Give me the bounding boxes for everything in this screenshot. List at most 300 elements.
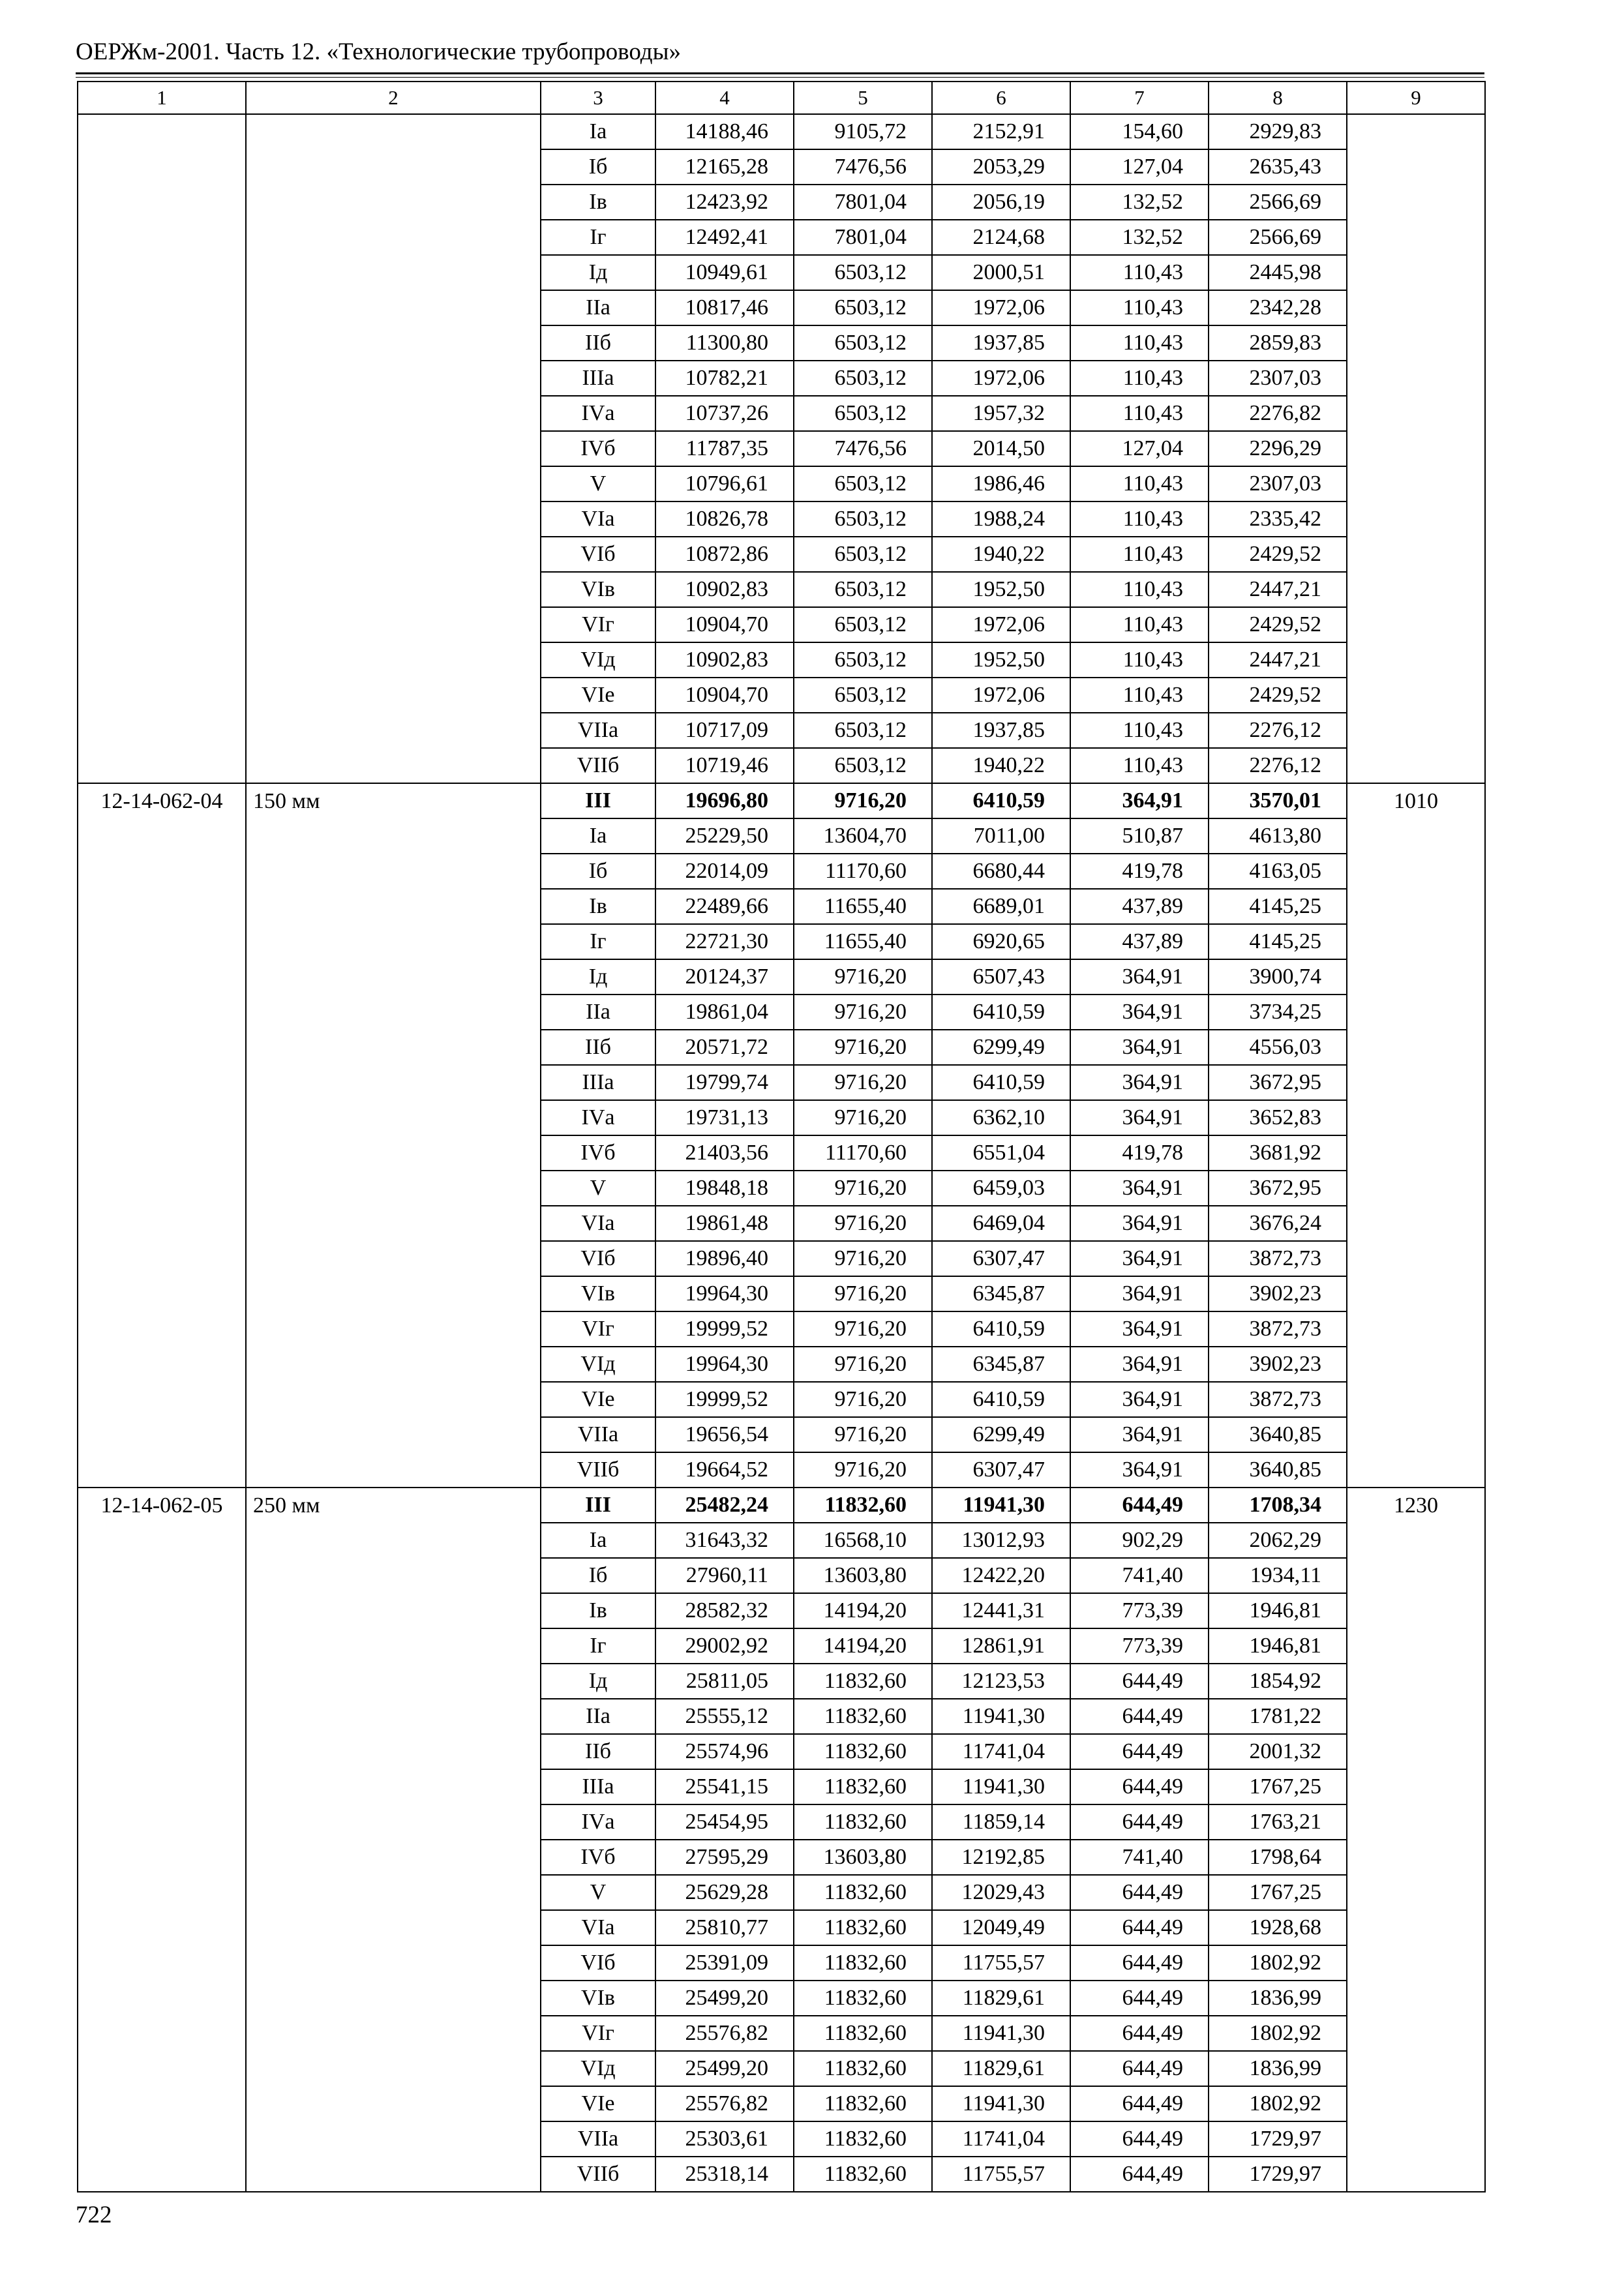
zone-cell: Iв <box>541 889 655 924</box>
col9-cell: 1230 <box>1347 1488 1485 2192</box>
value-cell-c4: 11300,80 <box>655 325 794 361</box>
value-cell-c5: 11832,60 <box>794 2121 932 2157</box>
col9-cell: 1010 <box>1347 783 1485 1488</box>
value-cell-c4: 19964,30 <box>655 1276 794 1311</box>
value-cell-c8: 1928,68 <box>1209 1910 1347 1945</box>
value-cell-c4: 25229,50 <box>655 818 794 854</box>
zone-cell: Ia <box>541 818 655 854</box>
value-cell-c8: 1946,81 <box>1209 1593 1347 1628</box>
value-cell-c7: 110,43 <box>1070 290 1209 325</box>
value-cell-c6: 2124,68 <box>932 220 1070 255</box>
value-cell-c4: 19799,74 <box>655 1065 794 1100</box>
col9-cell <box>1347 114 1485 783</box>
value-cell-c7: 132,52 <box>1070 220 1209 255</box>
zone-cell: VIв <box>541 1276 655 1311</box>
value-cell-c5: 11655,40 <box>794 924 932 959</box>
value-cell-c5: 11832,60 <box>794 1804 932 1840</box>
value-cell-c5: 9716,20 <box>794 1171 932 1206</box>
zone-cell: VIб <box>541 1241 655 1276</box>
value-cell-c7: 364,91 <box>1070 1452 1209 1488</box>
value-cell-c4: 19861,04 <box>655 995 794 1030</box>
zone-cell: VIIа <box>541 1417 655 1452</box>
value-cell-c7: 644,49 <box>1070 1875 1209 1910</box>
value-cell-c8: 2276,12 <box>1209 748 1347 783</box>
zone-cell: IIIа <box>541 1769 655 1804</box>
value-cell-c6: 11755,57 <box>932 1945 1070 1981</box>
value-cell-c8: 1708,34 <box>1209 1488 1347 1523</box>
value-cell-c6: 1937,85 <box>932 713 1070 748</box>
column-number: 7 <box>1070 82 1209 114</box>
value-cell-c5: 11832,60 <box>794 1699 932 1734</box>
value-cell-c6: 11941,30 <box>932 1769 1070 1804</box>
value-cell-c7: 644,49 <box>1070 1699 1209 1734</box>
value-cell-c6: 6920,65 <box>932 924 1070 959</box>
zone-cell: VIе <box>541 2086 655 2121</box>
value-cell-c8: 1802,92 <box>1209 2016 1347 2051</box>
value-cell-c6: 2000,51 <box>932 255 1070 290</box>
value-cell-c4: 25574,96 <box>655 1734 794 1769</box>
value-cell-c5: 7801,04 <box>794 185 932 220</box>
value-cell-c4: 10826,78 <box>655 501 794 537</box>
value-cell-c5: 14194,20 <box>794 1628 932 1664</box>
value-cell-c7: 110,43 <box>1070 607 1209 642</box>
item-code-cell <box>78 114 246 783</box>
value-cell-c8: 2276,12 <box>1209 713 1347 748</box>
value-cell-c4: 20571,72 <box>655 1030 794 1065</box>
value-cell-c8: 2429,52 <box>1209 537 1347 572</box>
value-cell-c8: 4163,05 <box>1209 854 1347 889</box>
zone-cell: IIIа <box>541 361 655 396</box>
value-cell-c5: 6503,12 <box>794 501 932 537</box>
zone-cell: Iд <box>541 255 655 290</box>
pipe-size-cell: 150 мм <box>246 783 541 1488</box>
column-number: 4 <box>655 82 794 114</box>
value-cell-c4: 31643,32 <box>655 1523 794 1558</box>
value-cell-c6: 6459,03 <box>932 1171 1070 1206</box>
value-cell-c6: 1937,85 <box>932 325 1070 361</box>
value-cell-c8: 1946,81 <box>1209 1628 1347 1664</box>
value-cell-c5: 11832,60 <box>794 1488 932 1523</box>
value-cell-c6: 7011,00 <box>932 818 1070 854</box>
value-cell-c7: 110,43 <box>1070 748 1209 783</box>
zone-cell: IVа <box>541 1804 655 1840</box>
value-cell-c7: 364,91 <box>1070 995 1209 1030</box>
value-cell-c7: 364,91 <box>1070 1382 1209 1417</box>
value-cell-c5: 13604,70 <box>794 818 932 854</box>
value-cell-c7: 110,43 <box>1070 325 1209 361</box>
value-cell-c7: 741,40 <box>1070 1840 1209 1875</box>
value-cell-c8: 2566,69 <box>1209 185 1347 220</box>
value-cell-c8: 3640,85 <box>1209 1417 1347 1452</box>
value-cell-c4: 25499,20 <box>655 1981 794 2016</box>
value-cell-c4: 22014,09 <box>655 854 794 889</box>
value-cell-c5: 11832,60 <box>794 2157 932 2192</box>
value-cell-c6: 2056,19 <box>932 185 1070 220</box>
value-cell-c4: 10872,86 <box>655 537 794 572</box>
value-cell-c8: 4145,25 <box>1209 889 1347 924</box>
value-cell-c5: 6503,12 <box>794 642 932 678</box>
value-cell-c4: 28582,32 <box>655 1593 794 1628</box>
value-cell-c7: 110,43 <box>1070 396 1209 431</box>
value-cell-c4: 19999,52 <box>655 1382 794 1417</box>
value-cell-c4: 25576,82 <box>655 2016 794 2051</box>
zone-cell: Iг <box>541 924 655 959</box>
value-cell-c8: 1767,25 <box>1209 1875 1347 1910</box>
value-cell-c5: 7476,56 <box>794 149 932 185</box>
value-cell-c6: 1940,22 <box>932 748 1070 783</box>
value-cell-c7: 644,49 <box>1070 1945 1209 1981</box>
value-cell-c5: 9716,20 <box>794 1311 932 1347</box>
value-cell-c4: 19656,54 <box>655 1417 794 1452</box>
zone-cell: III <box>541 1488 655 1523</box>
value-cell-c4: 10717,09 <box>655 713 794 748</box>
value-cell-c6: 6345,87 <box>932 1276 1070 1311</box>
value-cell-c4: 14188,46 <box>655 114 794 149</box>
value-cell-c4: 10817,46 <box>655 290 794 325</box>
value-cell-c5: 11170,60 <box>794 854 932 889</box>
value-cell-c4: 25541,15 <box>655 1769 794 1804</box>
value-cell-c5: 11832,60 <box>794 2086 932 2121</box>
value-cell-c6: 13012,93 <box>932 1523 1070 1558</box>
value-cell-c5: 7801,04 <box>794 220 932 255</box>
value-cell-c4: 10949,61 <box>655 255 794 290</box>
value-cell-c4: 25810,77 <box>655 1910 794 1945</box>
zone-cell: VIг <box>541 2016 655 2051</box>
value-cell-c7: 437,89 <box>1070 889 1209 924</box>
value-cell-c6: 2152,91 <box>932 114 1070 149</box>
value-cell-c5: 9716,20 <box>794 1382 932 1417</box>
value-cell-c4: 25576,82 <box>655 2086 794 2121</box>
value-cell-c5: 9105,72 <box>794 114 932 149</box>
value-cell-c7: 364,91 <box>1070 1171 1209 1206</box>
value-cell-c6: 1972,06 <box>932 361 1070 396</box>
zone-cell: Iд <box>541 1664 655 1699</box>
pipe-size-cell: 250 мм <box>246 1488 541 2192</box>
value-cell-c7: 110,43 <box>1070 713 1209 748</box>
value-cell-c6: 1940,22 <box>932 537 1070 572</box>
value-cell-c6: 11941,30 <box>932 2016 1070 2051</box>
value-cell-c5: 6503,12 <box>794 255 932 290</box>
value-cell-c5: 9716,20 <box>794 1241 932 1276</box>
value-cell-c4: 25555,12 <box>655 1699 794 1734</box>
value-cell-c8: 2859,83 <box>1209 325 1347 361</box>
value-cell-c8: 2307,03 <box>1209 361 1347 396</box>
column-number: 9 <box>1347 82 1485 114</box>
value-cell-c7: 644,49 <box>1070 2157 1209 2192</box>
value-cell-c8: 1854,92 <box>1209 1664 1347 1699</box>
value-cell-c8: 2276,82 <box>1209 396 1347 431</box>
value-cell-c5: 11832,60 <box>794 2016 932 2051</box>
zone-cell: VIе <box>541 678 655 713</box>
header-rule-thin <box>76 77 1484 78</box>
value-cell-c6: 11941,30 <box>932 1488 1070 1523</box>
value-cell-c6: 1952,50 <box>932 642 1070 678</box>
value-cell-c4: 12423,92 <box>655 185 794 220</box>
value-cell-c4: 19896,40 <box>655 1241 794 1276</box>
value-cell-c7: 110,43 <box>1070 642 1209 678</box>
zone-cell: IIа <box>541 995 655 1030</box>
value-cell-c5: 11832,60 <box>794 1734 932 1769</box>
value-cell-c4: 25499,20 <box>655 2051 794 2086</box>
value-cell-c8: 2342,28 <box>1209 290 1347 325</box>
value-cell-c5: 9716,20 <box>794 1206 932 1241</box>
value-cell-c4: 19848,18 <box>655 1171 794 1206</box>
value-cell-c4: 10904,70 <box>655 678 794 713</box>
value-cell-c7: 110,43 <box>1070 537 1209 572</box>
value-cell-c5: 9716,20 <box>794 1417 932 1452</box>
value-cell-c6: 2053,29 <box>932 149 1070 185</box>
value-cell-c6: 11755,57 <box>932 2157 1070 2192</box>
value-cell-c6: 6680,44 <box>932 854 1070 889</box>
value-cell-c8: 4145,25 <box>1209 924 1347 959</box>
value-cell-c6: 1957,32 <box>932 396 1070 431</box>
value-cell-c8: 3640,85 <box>1209 1452 1347 1488</box>
value-cell-c6: 6410,59 <box>932 1311 1070 1347</box>
value-cell-c6: 6551,04 <box>932 1135 1070 1171</box>
value-cell-c5: 9716,20 <box>794 1347 932 1382</box>
value-cell-c4: 19861,48 <box>655 1206 794 1241</box>
value-cell-c6: 12049,49 <box>932 1910 1070 1945</box>
zone-cell: V <box>541 466 655 501</box>
value-cell-c4: 19999,52 <box>655 1311 794 1347</box>
value-cell-c4: 10902,83 <box>655 572 794 607</box>
value-cell-c7: 110,43 <box>1070 501 1209 537</box>
zone-cell: III <box>541 783 655 818</box>
header-rule-thick <box>76 72 1484 74</box>
zone-cell: IIIа <box>541 1065 655 1100</box>
value-cell-c8: 2429,52 <box>1209 607 1347 642</box>
value-cell-c6: 6299,49 <box>932 1030 1070 1065</box>
value-cell-c8: 1729,97 <box>1209 2121 1347 2157</box>
value-cell-c5: 11832,60 <box>794 2051 932 2086</box>
value-cell-c4: 25454,95 <box>655 1804 794 1840</box>
value-cell-c8: 3681,92 <box>1209 1135 1347 1171</box>
value-cell-c8: 4556,03 <box>1209 1030 1347 1065</box>
value-cell-c5: 6503,12 <box>794 466 932 501</box>
value-cell-c8: 2566,69 <box>1209 220 1347 255</box>
zone-cell: VIб <box>541 537 655 572</box>
value-cell-c5: 6503,12 <box>794 713 932 748</box>
value-cell-c7: 132,52 <box>1070 185 1209 220</box>
value-cell-c8: 2445,98 <box>1209 255 1347 290</box>
value-cell-c5: 9716,20 <box>794 1030 932 1065</box>
value-cell-c5: 11832,60 <box>794 1769 932 1804</box>
value-cell-c7: 773,39 <box>1070 1593 1209 1628</box>
value-cell-c6: 12192,85 <box>932 1840 1070 1875</box>
value-cell-c4: 25811,05 <box>655 1664 794 1699</box>
zone-cell: Iд <box>541 959 655 995</box>
value-cell-c8: 3676,24 <box>1209 1206 1347 1241</box>
value-cell-c8: 1934,11 <box>1209 1558 1347 1593</box>
zone-cell: IIб <box>541 325 655 361</box>
value-cell-c7: 127,04 <box>1070 431 1209 466</box>
value-cell-c7: 364,91 <box>1070 783 1209 818</box>
value-cell-c7: 644,49 <box>1070 2051 1209 2086</box>
value-cell-c8: 4613,80 <box>1209 818 1347 854</box>
zone-cell: Iб <box>541 1558 655 1593</box>
zone-cell: IVб <box>541 1840 655 1875</box>
value-cell-c7: 364,91 <box>1070 1100 1209 1135</box>
zone-cell: VIа <box>541 1206 655 1241</box>
value-cell-c8: 3652,83 <box>1209 1100 1347 1135</box>
zone-cell: IVа <box>541 396 655 431</box>
value-cell-c4: 19731,13 <box>655 1100 794 1135</box>
value-cell-c6: 1972,06 <box>932 607 1070 642</box>
value-cell-c7: 644,49 <box>1070 1734 1209 1769</box>
value-cell-c6: 11741,04 <box>932 1734 1070 1769</box>
value-cell-c7: 110,43 <box>1070 678 1209 713</box>
value-cell-c7: 364,91 <box>1070 959 1209 995</box>
zone-cell: VIг <box>541 1311 655 1347</box>
value-cell-c6: 6362,10 <box>932 1100 1070 1135</box>
value-cell-c6: 1952,50 <box>932 572 1070 607</box>
value-cell-c7: 110,43 <box>1070 255 1209 290</box>
value-cell-c4: 10904,70 <box>655 607 794 642</box>
value-cell-c7: 364,91 <box>1070 1065 1209 1100</box>
value-cell-c5: 11832,60 <box>794 1875 932 1910</box>
value-cell-c8: 3672,95 <box>1209 1065 1347 1100</box>
zone-cell: V <box>541 1875 655 1910</box>
value-cell-c5: 13603,80 <box>794 1840 932 1875</box>
value-cell-c5: 7476,56 <box>794 431 932 466</box>
value-cell-c8: 3872,73 <box>1209 1241 1347 1276</box>
value-cell-c4: 25482,24 <box>655 1488 794 1523</box>
value-cell-c8: 1836,99 <box>1209 1981 1347 2016</box>
value-cell-c4: 22721,30 <box>655 924 794 959</box>
value-cell-c7: 110,43 <box>1070 361 1209 396</box>
zone-cell: VIе <box>541 1382 655 1417</box>
value-cell-c7: 110,43 <box>1070 466 1209 501</box>
value-cell-c6: 6410,59 <box>932 1065 1070 1100</box>
value-cell-c4: 21403,56 <box>655 1135 794 1171</box>
value-cell-c7: 644,49 <box>1070 1488 1209 1523</box>
value-cell-c8: 2296,29 <box>1209 431 1347 466</box>
value-cell-c5: 6503,12 <box>794 537 932 572</box>
value-cell-c7: 644,49 <box>1070 1910 1209 1945</box>
value-cell-c4: 25303,61 <box>655 2121 794 2157</box>
value-cell-c5: 6503,12 <box>794 325 932 361</box>
value-cell-c4: 27960,11 <box>655 1558 794 1593</box>
value-cell-c4: 25629,28 <box>655 1875 794 1910</box>
value-cell-c6: 6507,43 <box>932 959 1070 995</box>
value-cell-c4: 25391,09 <box>655 1945 794 1981</box>
value-cell-c6: 6410,59 <box>932 1382 1070 1417</box>
value-cell-c6: 11941,30 <box>932 1699 1070 1734</box>
value-cell-c7: 364,91 <box>1070 1276 1209 1311</box>
value-cell-c8: 1798,64 <box>1209 1840 1347 1875</box>
value-cell-c6: 11829,61 <box>932 1981 1070 2016</box>
item-code-cell: 12-14-062-04 <box>78 783 246 1488</box>
value-cell-c7: 364,91 <box>1070 1206 1209 1241</box>
zone-cell: IIа <box>541 290 655 325</box>
value-cell-c4: 10902,83 <box>655 642 794 678</box>
value-cell-c7: 644,49 <box>1070 1664 1209 1699</box>
value-cell-c5: 11832,60 <box>794 1945 932 1981</box>
value-cell-c4: 19664,52 <box>655 1452 794 1488</box>
zone-cell: VIIб <box>541 2157 655 2192</box>
zone-cell: IVб <box>541 1135 655 1171</box>
value-cell-c7: 364,91 <box>1070 1311 1209 1347</box>
item-code-cell: 12-14-062-05 <box>78 1488 246 2192</box>
zone-cell: VIв <box>541 1981 655 2016</box>
value-cell-c4: 19696,80 <box>655 783 794 818</box>
value-cell-c4: 29002,92 <box>655 1628 794 1664</box>
value-cell-c8: 2062,29 <box>1209 1523 1347 1558</box>
value-cell-c4: 22489,66 <box>655 889 794 924</box>
value-cell-c6: 11859,14 <box>932 1804 1070 1840</box>
value-cell-c8: 2447,21 <box>1209 642 1347 678</box>
value-cell-c5: 6503,12 <box>794 607 932 642</box>
zone-cell: Iб <box>541 854 655 889</box>
column-number: 3 <box>541 82 655 114</box>
zone-cell: IVа <box>541 1100 655 1135</box>
value-cell-c4: 12165,28 <box>655 149 794 185</box>
value-cell-c7: 127,04 <box>1070 149 1209 185</box>
value-cell-c6: 11941,30 <box>932 2086 1070 2121</box>
zone-cell: VIв <box>541 572 655 607</box>
zone-cell: VIд <box>541 1347 655 1382</box>
value-cell-c6: 11829,61 <box>932 2051 1070 2086</box>
value-cell-c5: 9716,20 <box>794 1065 932 1100</box>
zone-cell: VIIб <box>541 748 655 783</box>
zone-cell: VIб <box>541 1945 655 1981</box>
value-cell-c5: 9716,20 <box>794 1452 932 1488</box>
zone-cell: VIа <box>541 501 655 537</box>
zone-cell: VIд <box>541 2051 655 2086</box>
value-cell-c4: 10782,21 <box>655 361 794 396</box>
pipe-size-cell <box>246 114 541 783</box>
value-cell-c6: 1988,24 <box>932 501 1070 537</box>
value-cell-c6: 6345,87 <box>932 1347 1070 1382</box>
zone-cell: Iг <box>541 220 655 255</box>
value-cell-c6: 6410,59 <box>932 783 1070 818</box>
zone-cell: VIг <box>541 607 655 642</box>
page-number: 722 <box>76 2202 112 2228</box>
value-cell-c8: 2929,83 <box>1209 114 1347 149</box>
value-cell-c6: 12029,43 <box>932 1875 1070 1910</box>
value-cell-c5: 11655,40 <box>794 889 932 924</box>
zone-cell: Iв <box>541 185 655 220</box>
value-cell-c4: 11787,35 <box>655 431 794 466</box>
table-row <box>78 1488 1485 1523</box>
zone-cell: VIд <box>541 642 655 678</box>
zone-cell: IIа <box>541 1699 655 1734</box>
value-cell-c5: 6503,12 <box>794 361 932 396</box>
zone-cell: IVб <box>541 431 655 466</box>
value-cell-c6: 6469,04 <box>932 1206 1070 1241</box>
value-cell-c6: 2014,50 <box>932 431 1070 466</box>
value-cell-c6: 11741,04 <box>932 2121 1070 2157</box>
value-cell-c7: 644,49 <box>1070 1804 1209 1840</box>
value-cell-c6: 12123,53 <box>932 1664 1070 1699</box>
value-cell-c6: 12422,20 <box>932 1558 1070 1593</box>
page-header: ОЕРЖм-2001. Часть 12. «Технологические трубопроводы» <box>76 38 681 65</box>
zone-cell: VIIа <box>541 2121 655 2157</box>
zone-cell: Ia <box>541 114 655 149</box>
value-cell-c7: 773,39 <box>1070 1628 1209 1664</box>
value-cell-c7: 419,78 <box>1070 854 1209 889</box>
value-cell-c6: 6410,59 <box>932 995 1070 1030</box>
value-cell-c7: 437,89 <box>1070 924 1209 959</box>
value-cell-c5: 16568,10 <box>794 1523 932 1558</box>
value-cell-c5: 13603,80 <box>794 1558 932 1593</box>
value-cell-c7: 510,87 <box>1070 818 1209 854</box>
value-cell-c4: 10719,46 <box>655 748 794 783</box>
value-cell-c7: 902,29 <box>1070 1523 1209 1558</box>
value-cell-c8: 3570,01 <box>1209 783 1347 818</box>
value-cell-c7: 644,49 <box>1070 2121 1209 2157</box>
value-cell-c6: 1972,06 <box>932 678 1070 713</box>
